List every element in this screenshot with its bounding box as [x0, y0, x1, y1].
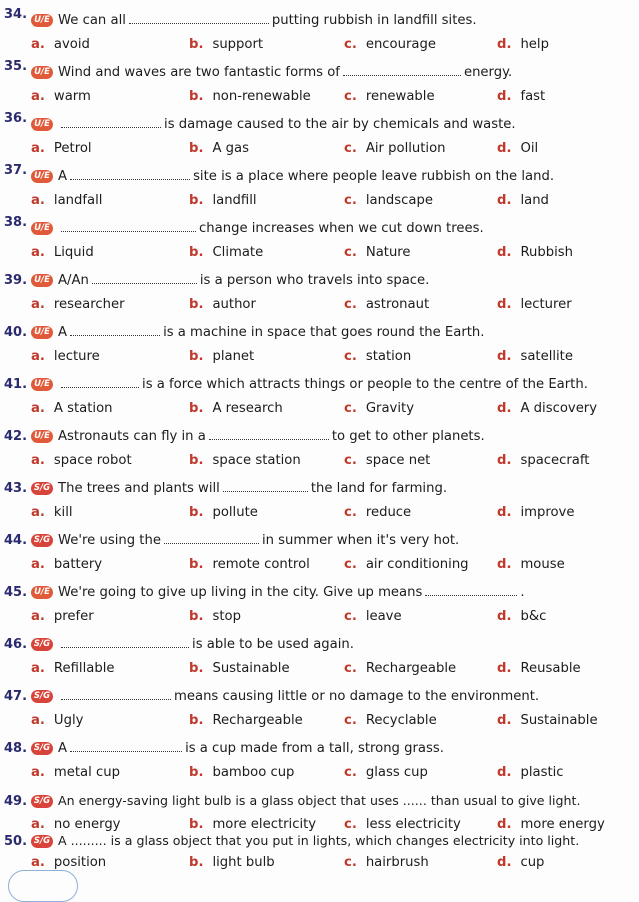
- question-38: [0, 215, 639, 270]
- option-a[interactable]: a. avoid: [31, 37, 90, 52]
- level-badge: U/E: [31, 66, 53, 79]
- page-corner-frame: [8, 870, 78, 902]
- option-d[interactable]: d. help: [497, 37, 549, 52]
- option-a[interactable]: a. space robot: [31, 453, 132, 468]
- question-stem: 35. U/E Wind and waves are two fantastic forms of energy.: [4, 62, 512, 84]
- option-a[interactable]: a. metal cup: [31, 765, 120, 780]
- option-a[interactable]: a. researcher: [31, 297, 125, 312]
- question-41: [0, 374, 639, 426]
- question-number: 41.: [4, 377, 28, 392]
- level-badge: U/E: [31, 14, 53, 27]
- level-badge: U/E: [31, 378, 53, 391]
- level-badge: S/G: [31, 690, 53, 703]
- option-d[interactable]: d. Reusable: [497, 661, 581, 676]
- answer-blank[interactable]: [129, 11, 269, 24]
- option-c[interactable]: c. Recyclable: [344, 713, 437, 728]
- option-b[interactable]: b. bamboo cup: [189, 765, 295, 780]
- question-stem: 44. S/G We're using the in summer when it's very hot.: [4, 530, 459, 552]
- question-34: [0, 7, 639, 62]
- question-stem: 43. S/G The trees and plants will the land for farming.: [4, 478, 447, 500]
- option-b[interactable]: b. Rechargeable: [189, 713, 303, 728]
- option-d[interactable]: d. mouse: [497, 557, 565, 572]
- question-number: 45.: [4, 585, 28, 600]
- option-b[interactable]: b. landfill: [189, 193, 257, 208]
- level-badge: S/G: [31, 482, 53, 495]
- option-c[interactable]: c. encourage: [344, 37, 436, 52]
- option-a[interactable]: a. Ugly: [31, 713, 84, 728]
- answer-blank[interactable]: [223, 479, 308, 492]
- question-number: 47.: [4, 689, 28, 704]
- level-badge: S/G: [31, 534, 53, 547]
- question-47: [0, 686, 639, 738]
- level-badge: S/G: [31, 742, 53, 755]
- option-b[interactable]: b. Climate: [189, 245, 264, 260]
- option-c[interactable]: c. hairbrush: [344, 855, 429, 870]
- answer-blank[interactable]: [61, 219, 196, 232]
- question-number: 35.: [4, 59, 28, 74]
- answer-blank[interactable]: [209, 427, 329, 440]
- option-b[interactable]: b. A gas: [189, 141, 249, 156]
- option-c[interactable]: c. landscape: [344, 193, 433, 208]
- question-number: 37.: [4, 163, 28, 178]
- option-c[interactable]: c. reduce: [344, 505, 412, 520]
- option-c[interactable]: c. renewable: [344, 89, 435, 104]
- answer-blank[interactable]: [425, 583, 517, 596]
- answer-blank[interactable]: [92, 271, 197, 284]
- option-a[interactable]: a. battery: [31, 557, 103, 572]
- question-stem: 39. U/E A/An is a person who travels into space.: [4, 270, 429, 292]
- option-d[interactable]: d. fast: [497, 89, 546, 104]
- answer-blank[interactable]: [70, 167, 190, 180]
- answer-blank[interactable]: [164, 531, 259, 544]
- option-b[interactable]: b. planet: [189, 349, 255, 364]
- option-d[interactable]: d. spacecraft: [497, 453, 590, 468]
- option-d[interactable]: d. land: [497, 193, 549, 208]
- answer-blank[interactable]: [61, 375, 139, 388]
- option-c[interactable]: c. glass cup: [344, 765, 428, 780]
- question-stem: 48. S/G A is a cup made from a tall, strong grass.: [4, 738, 444, 760]
- option-d[interactable]: d. satellite: [497, 349, 573, 364]
- question-number: 48.: [4, 741, 28, 756]
- option-c[interactable]: c. Nature: [344, 245, 411, 260]
- option-c[interactable]: c. space net: [344, 453, 431, 468]
- question-number: 50.: [4, 834, 28, 849]
- question-50: [0, 833, 639, 894]
- option-c[interactable]: c. astronaut: [344, 297, 430, 312]
- question-42: [0, 426, 639, 478]
- option-d[interactable]: d. Sustainable: [497, 713, 598, 728]
- option-a[interactable]: a. Petrol: [31, 141, 92, 156]
- option-b[interactable]: b. Sustainable: [189, 661, 290, 676]
- option-a[interactable]: a. A station: [31, 401, 113, 416]
- option-b[interactable]: b. support: [189, 37, 264, 52]
- question-stem: 37. U/E A site is a place where people leave rubbish on the land.: [4, 166, 554, 188]
- question-stem: 47. S/G means causing little or no damage to the environment.: [4, 686, 539, 708]
- option-a[interactable]: a. no energy: [31, 817, 121, 832]
- level-badge: S/G: [31, 795, 53, 808]
- option-d[interactable]: d. improve: [497, 505, 575, 520]
- question-35: [0, 59, 639, 114]
- answer-blank[interactable]: [70, 323, 160, 336]
- option-b[interactable]: b. remote control: [189, 557, 310, 572]
- option-c[interactable]: c. Air pollution: [344, 141, 446, 156]
- question-48: [0, 738, 639, 790]
- question-36: [0, 111, 639, 166]
- question-stem: 49. S/G An energy-saving light bulb is a glass object that uses ...... than usual to give light.: [4, 790, 580, 812]
- option-c[interactable]: c. air conditioning: [344, 557, 469, 572]
- option-b[interactable]: b. A research: [189, 401, 283, 416]
- question-stem: 50. S/G A ......... is a glass object that you put in lights, which changes electricity into light.: [4, 830, 579, 852]
- option-d[interactable]: d. Oil: [497, 141, 539, 156]
- option-d[interactable]: d. cup: [497, 855, 545, 870]
- question-stem: 36. U/E is damage caused to the air by chemicals and waste.: [4, 114, 516, 136]
- option-d[interactable]: d. A discovery: [497, 401, 598, 416]
- question-number: 49.: [4, 794, 28, 809]
- level-badge: U/E: [31, 118, 53, 131]
- question-stem: 40. U/E A is a machine in space that goes round the Earth.: [4, 322, 484, 344]
- option-b[interactable]: b. more electricity: [189, 817, 317, 832]
- question-number: 38.: [4, 215, 28, 230]
- question-number: 42.: [4, 429, 28, 444]
- option-b[interactable]: b. light bulb: [189, 855, 275, 870]
- question-number: 34.: [4, 7, 28, 22]
- option-a[interactable]: a. landfall: [31, 193, 103, 208]
- question-stem: 34. U/E We can all putting rubbish in landfill sites.: [4, 10, 477, 32]
- question-number: 44.: [4, 533, 28, 548]
- answer-blank[interactable]: [61, 115, 161, 128]
- question-number: 39.: [4, 273, 28, 288]
- level-badge: S/G: [31, 835, 53, 848]
- option-a[interactable]: a. Refillable: [31, 661, 115, 676]
- answer-blank[interactable]: [61, 635, 189, 648]
- level-badge: U/E: [31, 430, 53, 443]
- level-badge: S/G: [31, 638, 53, 651]
- question-stem: 42. U/E Astronauts can fly in a to get to other planets.: [4, 426, 485, 448]
- option-b[interactable]: b. space station: [189, 453, 301, 468]
- option-d[interactable]: d. Rubbish: [497, 245, 574, 260]
- question-stem: 46. S/G is able to be used again.: [4, 634, 354, 656]
- level-badge: U/E: [31, 274, 53, 287]
- answer-blank[interactable]: [61, 687, 171, 700]
- question-43: [0, 478, 639, 530]
- level-badge: U/E: [31, 222, 53, 235]
- option-c[interactable]: c. Gravity: [344, 401, 414, 416]
- answer-blank[interactable]: [70, 739, 182, 752]
- option-a[interactable]: a. position: [31, 855, 107, 870]
- option-b[interactable]: b. stop: [189, 609, 241, 624]
- question-stem: 38. U/E change increases when we cut down trees.: [4, 218, 484, 240]
- option-c[interactable]: c. leave: [344, 609, 402, 624]
- question-39: [0, 270, 639, 322]
- option-c[interactable]: c. less electricity: [344, 817, 461, 832]
- option-d[interactable]: d. plastic: [497, 765, 564, 780]
- level-badge: U/E: [31, 326, 53, 339]
- option-a[interactable]: a. lecture: [31, 349, 100, 364]
- question-45: [0, 582, 639, 634]
- question-37: [0, 163, 639, 218]
- option-c[interactable]: c. Rechargeable: [344, 661, 457, 676]
- option-d[interactable]: d. lecturer: [497, 297, 572, 312]
- question-number: 46.: [4, 637, 28, 652]
- option-a[interactable]: a. kill: [31, 505, 73, 520]
- option-a[interactable]: a. prefer: [31, 609, 94, 624]
- option-b[interactable]: b. author: [189, 297, 256, 312]
- option-b[interactable]: b. non-renewable: [189, 89, 311, 104]
- question-40: [0, 322, 639, 374]
- answer-blank[interactable]: [343, 63, 461, 76]
- option-d[interactable]: d. b&c: [497, 609, 547, 624]
- question-44: [0, 530, 639, 582]
- level-badge: U/E: [31, 170, 53, 183]
- option-c[interactable]: c. station: [344, 349, 412, 364]
- option-a[interactable]: a. warm: [31, 89, 91, 104]
- option-a[interactable]: a. Liquid: [31, 245, 94, 260]
- option-b[interactable]: b. pollute: [189, 505, 258, 520]
- option-d[interactable]: d. more energy: [497, 817, 605, 832]
- question-stem: 41. U/E is a force which attracts things or people to the centre of the Earth.: [4, 374, 588, 396]
- question-number: 43.: [4, 481, 28, 496]
- question-stem: 45. U/E We're going to give up living in the city. Give up means .: [4, 582, 525, 604]
- question-number: 40.: [4, 325, 28, 340]
- question-number: 36.: [4, 111, 28, 126]
- level-badge: U/E: [31, 586, 53, 599]
- question-46: [0, 634, 639, 686]
